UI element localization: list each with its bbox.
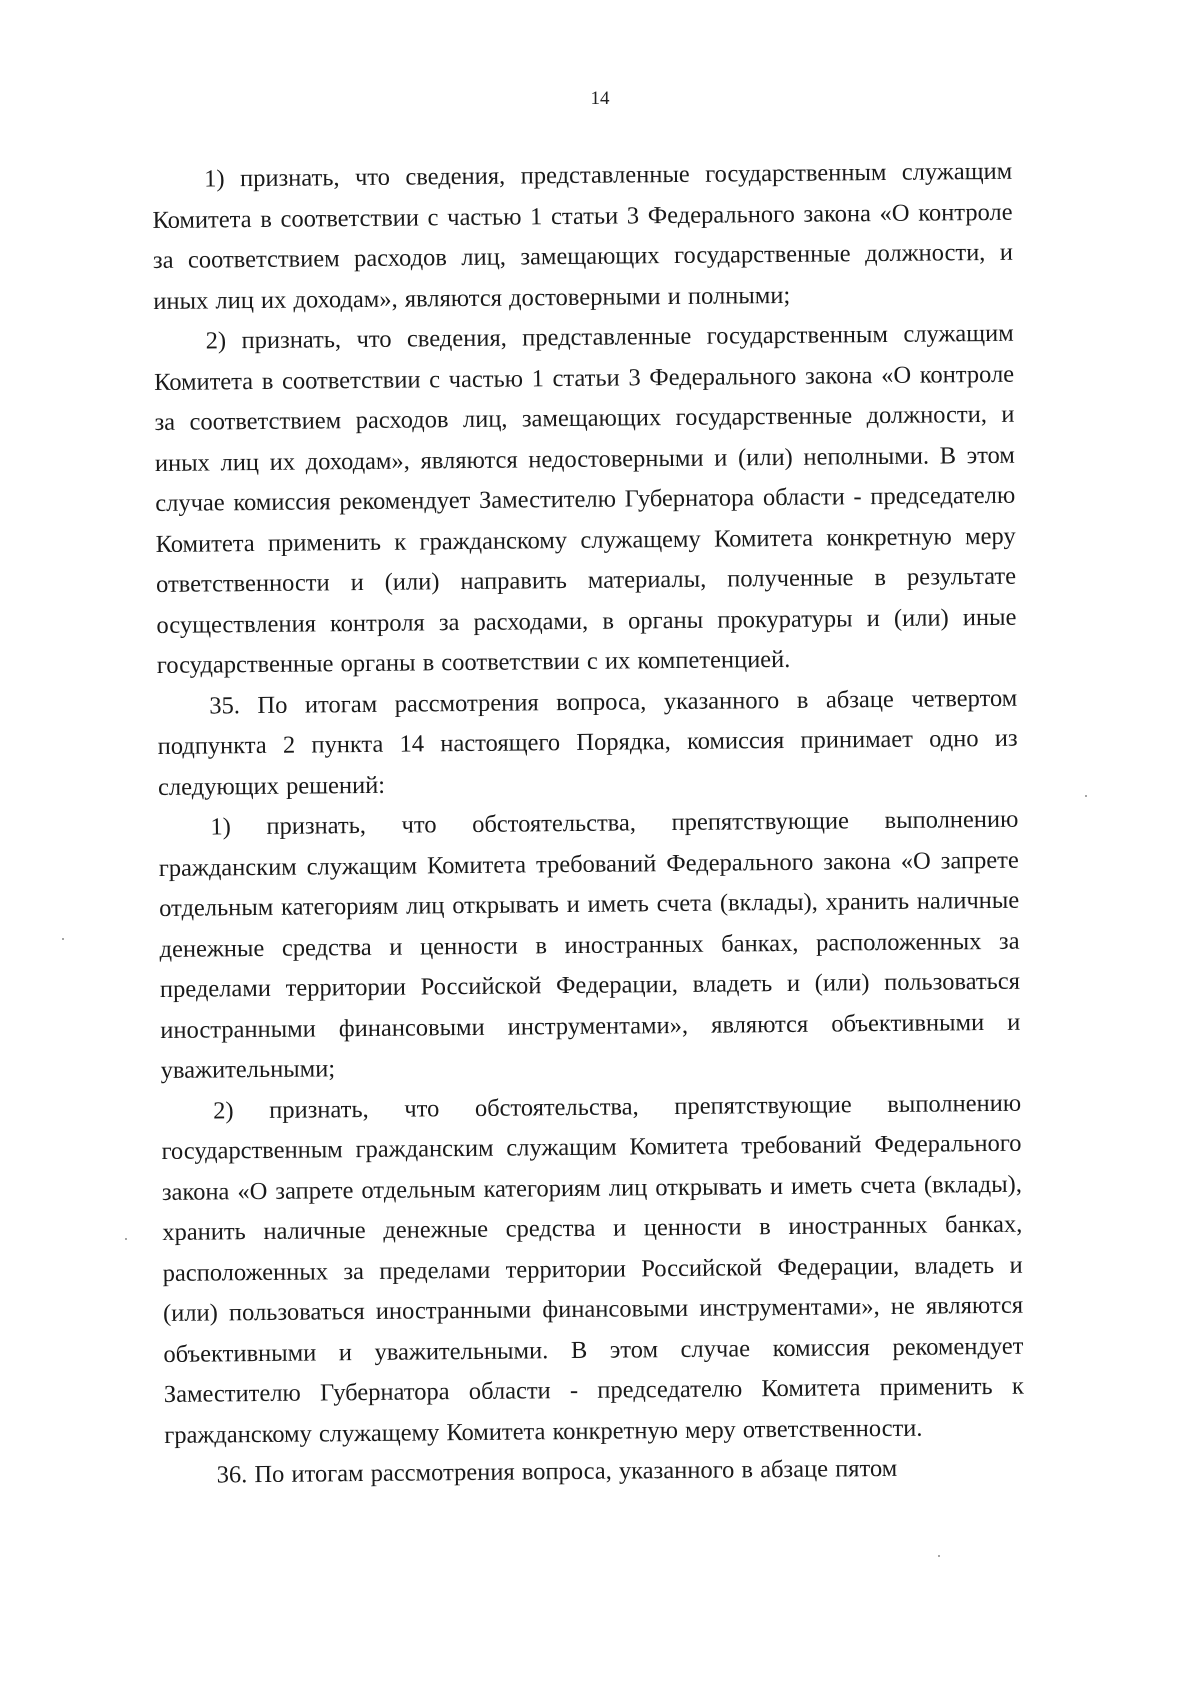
document-body [152, 152, 1025, 1497]
paragraph-35: 35. По итогам рассмотрения вопроса, указанного в абзаце четвертом подпункта 2 пункта 14 настоящего Порядка, комиссия принимает одно из следующих решений: [157, 684, 1018, 801]
paragraph-item-1: 1) признать, что сведения, представленные государственным служащим Комитета в соответствии с частью 1 статьи 3 Федерального закона «О контроле за соответствием расходов лиц, замещающих государственные должности, и иных лиц их доходам», являются достоверными и полными; [152, 157, 1014, 315]
paragraph-35-item-1: 1) признать, что обстоятельства, препятствующие выполнению гражданским служащим Комитета требований Федерального закона «О запрете отдельным категориям лиц открывать и иметь счета (вклады), хранить наличные денежные средства и ценности в иностранных банках, расположенных за пределами территории Российской Федерации, владеть и (или) пользоваться иностранными финансовыми инструментами», являются объективными и уважительными; [158, 805, 1021, 1084]
scan-speck [125, 1238, 127, 1240]
scan-speck [1085, 795, 1087, 797]
page-number: 14 [590, 88, 610, 109]
paragraph-35-item-2: 2) признать, что обстоятельства, препятствующие выполнению государственным гражданским служащим Комитета требований Федерального закона «О запрете отдельным категориям лиц открывать и иметь счета (вклады), хранить наличные денежные средства и ценности в иностранных банках, расположенных за пределами территории Российской Федерации, владеть и (или) пользоваться иностранными финансовыми инструментами», не являются объективными и уважительными. В этом случае комиссия рекомендует Заместителю Губернатора области - председателю Комитета применить к гражданскому служащему Комитета конкретную меру ответственности. [161, 1089, 1024, 1449]
scan-speck [62, 938, 64, 940]
scan-speck [938, 1555, 940, 1557]
paragraph-36: 36. По итогам рассмотрения вопроса, указанного в абзаце пятом [216, 1454, 898, 1489]
paragraph-item-2: 2) признать, что сведения, представленные государственным служащим Комитета в соответствии с частью 1 статьи 3 Федерального закона «О контроле за соответствием расходов лиц, замещающих государственные должности, и иных лиц их доходам», являются недостоверными и (или) неполными. В этом случае комиссия рекомендует Заместителю Губернатора области - председателю Комитета применить к гражданскому служащему Комитета конкретную меру ответственности и (или) направить материалы, полученные в результате осуществления контроля за расходами, в органы прокуратуры и (или) иные государственные органы в соответствии с их компетенцией. [154, 319, 1017, 679]
